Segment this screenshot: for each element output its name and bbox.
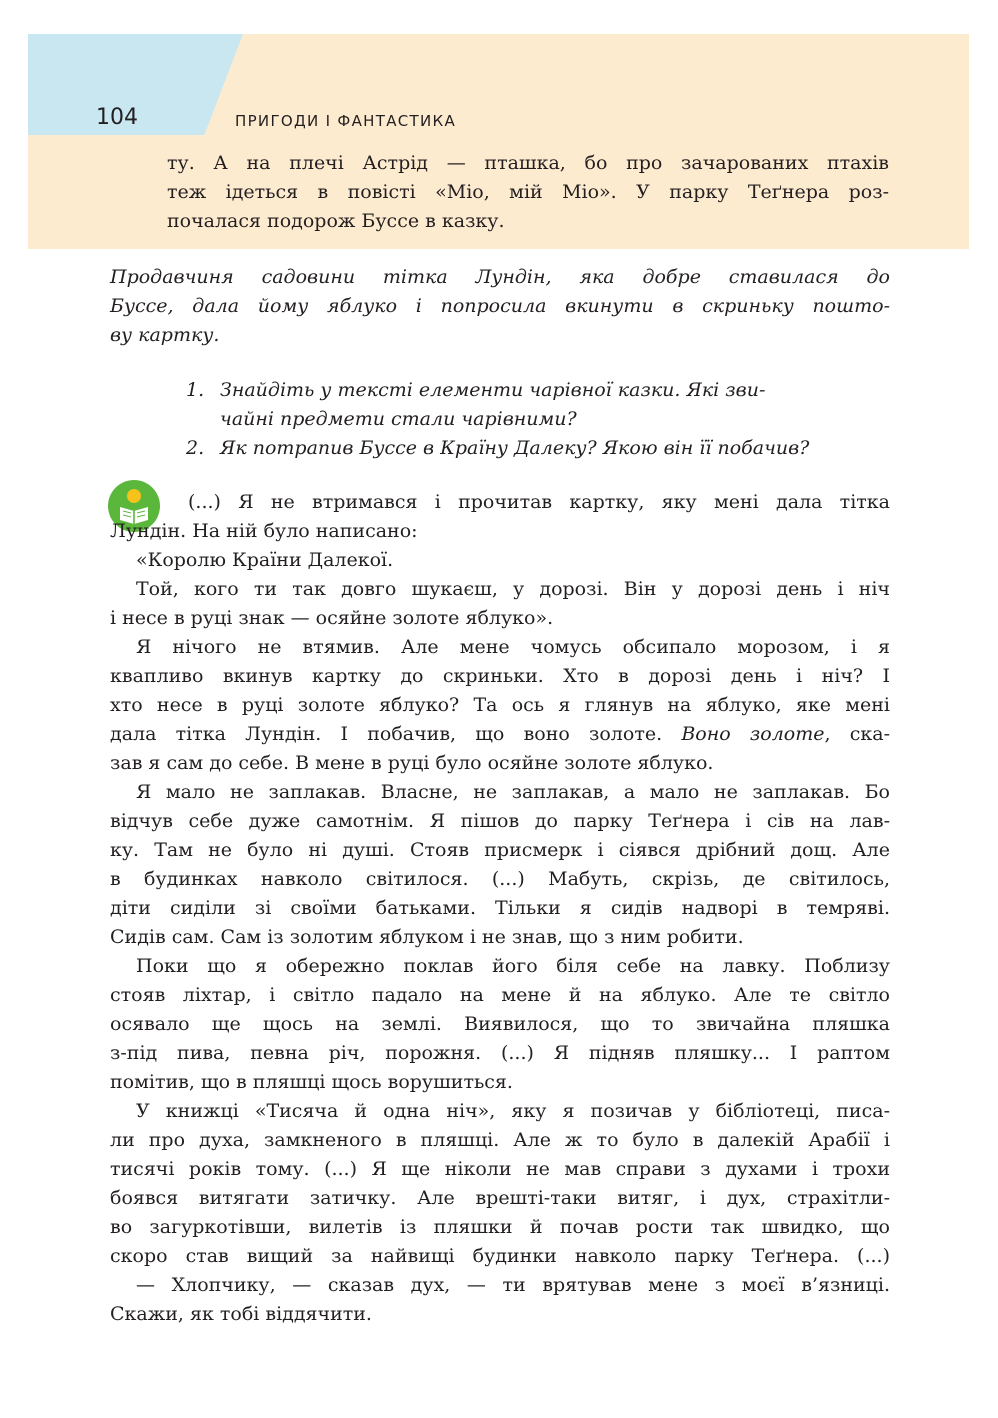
question-item: [186, 434, 890, 463]
text-segment: дала тітка Лундін. І побачив, що воно золоте.: [110, 723, 682, 745]
text-line: ту. А на плечі Астрід — пташка, бо про зачарованих птахів: [167, 152, 889, 174]
text-line: У книжці «Тисяча й одна ніч», яку я позичав у бібліотеці, писа-: [136, 1100, 890, 1122]
text-line: зав я сам до себе. В мене в руці було осяйне золоте яблуко.: [110, 752, 714, 774]
text-line: квапливо вкинув картку до скриньки. Хто в дорозі день і ніч? І: [110, 665, 890, 687]
text-line: Буссе, дала йому яблуко і попросила вкинути в скриньку пошто-: [110, 295, 890, 317]
text-line: Той, кого ти так довго шукаєш, у дорозі. Він у дорозі день і ніч: [136, 578, 890, 600]
question-item: [186, 376, 890, 405]
text-line: і несе в руці знак — осяйне золоте яблуко».: [110, 607, 554, 629]
text-line: ли про духа, замкненого в пляшці. Але ж то було в далекій Арабії і: [110, 1129, 890, 1151]
text-line: Скажи, як тобі віддячити.: [110, 1303, 372, 1325]
question-text: Знайдіть у тексті елементи чарівної казки. Які зви-: [220, 379, 766, 401]
text-line: Продавчиня садовини тітка Лундін, яка добре ставилася до: [110, 266, 890, 288]
main-text: [110, 488, 890, 1329]
text-line: з-під пива, певна річ, порожня. (...) Я підняв пляшку... І раптом: [110, 1042, 890, 1064]
text-line: «Королю Країни Далекої.: [136, 549, 394, 571]
question-number: 1.: [186, 379, 205, 401]
text-line: осявало ще щось на землі. Виявилося, що то звичайна пляшка: [110, 1013, 890, 1035]
text-line: тисячі років тому. (...) Я ще ніколи не мав справи з духами і трохи: [110, 1158, 890, 1180]
running-title: ПРИГОДИ І ФАНТАСТИКА: [235, 112, 457, 130]
text-line: помітив, що в пляшці щось ворушиться.: [110, 1071, 513, 1093]
text-line: во загуркотівши, вилетів із пляшки й почав рости так швидко, що: [110, 1216, 890, 1238]
intro-text: [110, 263, 890, 350]
text-line: Я мало не заплакав. Власне, не заплакав, а мало не заплакав. Бо: [136, 781, 890, 803]
text-line: Я нічого не втямив. Але мене чомусь обсипало морозом, і я: [136, 636, 890, 658]
text-line: боявся витягати затичку. Але врешті-таки витяг, і дух, страхітли-: [110, 1187, 890, 1209]
text-line: — Хлопчику, — сказав дух, — ти врятував мене з моєї в’язниці.: [136, 1274, 890, 1296]
italic-phrase: Воно золоте: [681, 723, 825, 745]
text-line: стояв ліхтар, і світло падало на мене й на яблуко. Але те світло: [110, 984, 890, 1006]
text-line: хто несе в руці золоте яблуко? Та ось я глянув на яблуко, яке мені: [110, 694, 890, 716]
question-text: Як потрапив Буссе в Країну Далеку? Якою він її побачив?: [220, 437, 810, 459]
text-line: Поки що я обережно поклав його біля себе на лавку. Поблизу: [136, 955, 890, 977]
text-segment: , ска-: [824, 723, 891, 745]
question-number: 2.: [186, 437, 205, 459]
text-line: почалася подорож Буссе в казку.: [167, 210, 505, 232]
text-line: [110, 720, 890, 749]
continuation-text: [167, 149, 889, 236]
text-line: ву картку.: [110, 324, 220, 346]
text-line: теж ідеться в повісті «Міо, мій Міо». У парку Теґнера роз-: [167, 181, 889, 203]
text-line: в будинках навколо світилося. (...) Мабуть, скрізь, де світилось,: [110, 868, 890, 890]
text-line: ку. Там не було ні душі. Стояв присмерк і сіявся дрібний дощ. Але: [110, 839, 890, 861]
text-line: Лундін. На ній було написано:: [110, 520, 418, 542]
page-number: 104: [96, 105, 138, 130]
question-text: чайні предмети стали чарівними?: [220, 408, 577, 430]
question-list: [186, 376, 890, 463]
text-line: скоро став вищий за найвищі будинки навколо парку Теґнера. (...): [110, 1245, 890, 1267]
text-line: діти сиділи зі своїми батьками. Тільки я сидів надворі в темряві.: [110, 897, 890, 919]
text-line: Сидів сам. Сам із золотим яблуком і не знав, що з ним робити.: [110, 926, 744, 948]
text-line: відчув себе дуже самотнім. Я пішов до парку Теґнера і сів на лав-: [110, 810, 890, 832]
text-line: (...) Я не втримався і прочитав картку, яку мені дала тітка: [188, 491, 890, 513]
